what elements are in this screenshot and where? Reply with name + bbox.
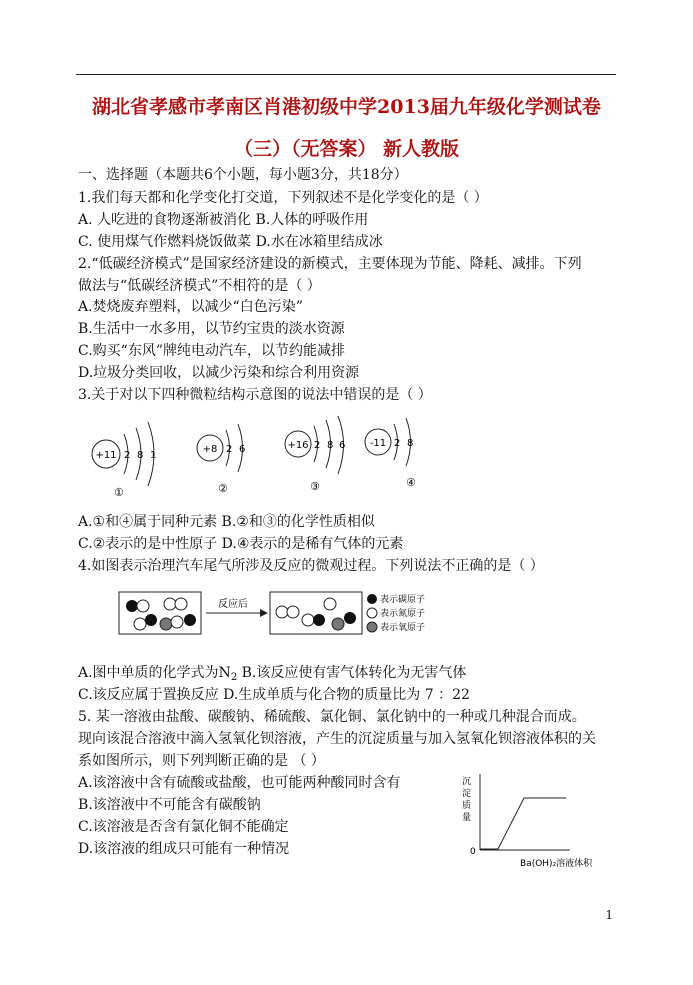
q1-options-ab: A. 人吃进的食物逐渐被消化 B.人体的呼吸作用 — [78, 212, 369, 228]
atom-1-shell-3: 1 — [150, 450, 157, 461]
atom-3-label: ③ — [310, 480, 320, 493]
atom-1-shell-2: 8 — [137, 450, 144, 461]
carbon-legend-icon — [367, 594, 377, 604]
svg-text:沉: 沉 — [462, 777, 472, 787]
header-rule — [76, 74, 616, 75]
atom-1-nucleus: +11 — [95, 450, 117, 461]
atom-3-shell-2: 8 — [327, 440, 334, 451]
atom-3-nucleus: +16 — [287, 440, 309, 451]
svg-text:量: 量 — [462, 813, 472, 823]
atom-4-shell-1: 2 — [394, 438, 401, 449]
legend — [367, 593, 425, 633]
q4-option-a-text: A.图中单质的化学式为N — [78, 665, 231, 681]
q5-stem-3: 系如图所示，则下列判断正确的是 （ ） — [78, 753, 325, 769]
q4-options-ab — [78, 664, 466, 687]
graph-curve — [480, 798, 566, 849]
reaction-diagram — [118, 590, 448, 638]
q4-stem: 4.如图表示治理汽车尾气所涉及反应的微观过程。下列说法不正确的是（ ） — [78, 558, 544, 574]
svg-text:质: 质 — [462, 801, 472, 811]
q2-stem-2: 做法与“低碳经济模式”不相符的是（ ） — [78, 278, 321, 294]
q5-option-a: A.该溶液中含有硫酸或盐酸，也可能两种酸同时含有 — [78, 775, 401, 791]
nitrogen-legend-icon — [367, 608, 377, 618]
section-heading: 一、选择题（本题共6个小题，每小题3分，共18分） — [78, 167, 408, 183]
legend-oxygen: 表示氧原子 — [380, 623, 426, 633]
q2-option-c: C.购买“东风”牌纯电动汽车，以节约能减排 — [78, 343, 345, 359]
atom-2-label: ② — [218, 482, 228, 495]
precipitate-graph — [458, 770, 618, 870]
q5-option-c: C.该溶液是否含有氯化铜不能确定 — [78, 819, 289, 835]
graph-xlabel: Ba(OH)₂溶液体积 — [520, 859, 593, 869]
atom-1 — [92, 422, 156, 499]
q5-stem-2: 现向该混合溶液中滴入氢氧化钡溶液，产生的沉淀质量与加入氢氧化钡溶液体积的关 — [78, 731, 596, 747]
q4-option-a-subscript: 2 — [230, 672, 238, 683]
graph-ylabel — [462, 776, 471, 823]
q3-options-ab: A.①和④属于同种元素 B.②和③的化学性质相似 — [78, 514, 375, 530]
atom-2-nucleus: +8 — [202, 444, 218, 455]
atom-2-shell-1: 2 — [226, 444, 233, 455]
atom-3 — [285, 416, 345, 493]
atom-4 — [365, 418, 416, 489]
q1-stem: 1.我们每天都和化学变化打交道，下列叙述不是化学变化的是（ ） — [78, 190, 488, 206]
atom-4-shell-2: 8 — [407, 438, 414, 449]
q5-stem-1: 5. 某一溶液由盐酸、碳酸钠、稀硫酸、氯化铜、氯化钠中的一种或几种混合而成。 — [78, 709, 586, 725]
atom-1-label: ① — [114, 486, 124, 499]
q2-option-a: A.焚烧废弃塑料，以减少“白色污染” — [78, 299, 303, 315]
q3-stem: 3.关于对以下四种微粒结构示意图的说法中错误的是（ ） — [78, 387, 432, 403]
legend-carbon: 表示碳原子 — [380, 595, 426, 605]
atom-3-shell-1: 2 — [314, 440, 321, 451]
paper-subtitle: （三）（无答案） 新人教版 — [233, 138, 460, 160]
arrow-label: 反应后 — [218, 599, 248, 610]
q5-option-b: B.该溶液中不可能含有碳酸钠 — [78, 797, 261, 813]
atom-structure-diagrams — [80, 416, 460, 500]
atom-2-shell-2: 6 — [239, 444, 246, 455]
page-number: 1 — [605, 908, 613, 922]
atom-4-nucleus: -11 — [369, 438, 387, 449]
atom-1-shell-1: 2 — [124, 450, 131, 461]
q1-options-cd: C. 使用煤气作燃料烧饭做菜 D.水在冰箱里结成冰 — [78, 234, 383, 250]
paper-title: 湖北省孝感市孝南区肖港初级中学2013届九年级化学测试卷 — [92, 96, 601, 118]
atom-4-label: ④ — [406, 476, 416, 489]
q5-option-d: D.该溶液的组成只可能有一种情况 — [78, 841, 290, 857]
svg-text:淀: 淀 — [462, 789, 472, 799]
q2-stem-1: 2.“低碳经济模式”是国家经济建设的新模式，主要体现为节能、降耗、减排。下列 — [78, 256, 582, 272]
legend-nitrogen: 表示氮原子 — [380, 609, 426, 619]
q4-options-cd: C.该反应属于置换反应 D.生成单质与化合物的质量比为 7 ：22 — [78, 687, 470, 703]
q2-option-d: D.垃圾分类回收，以减少污染和综合利用资源 — [78, 365, 360, 381]
q4-option-b-text: B.该反应使有害气体转化为无害气体 — [237, 665, 467, 681]
atom-2 — [197, 424, 245, 495]
q2-option-b: B.生活中一水多用，以节约宝贵的淡水资源 — [78, 321, 345, 337]
before-box — [119, 592, 201, 634]
oxygen-legend-icon — [367, 622, 377, 632]
q3-options-cd: C.②表示的是中性原子 D.④表示的是稀有气体的元素 — [78, 536, 404, 552]
atom-3-shell-3: 6 — [339, 440, 346, 451]
graph-origin: 0 — [470, 847, 476, 857]
